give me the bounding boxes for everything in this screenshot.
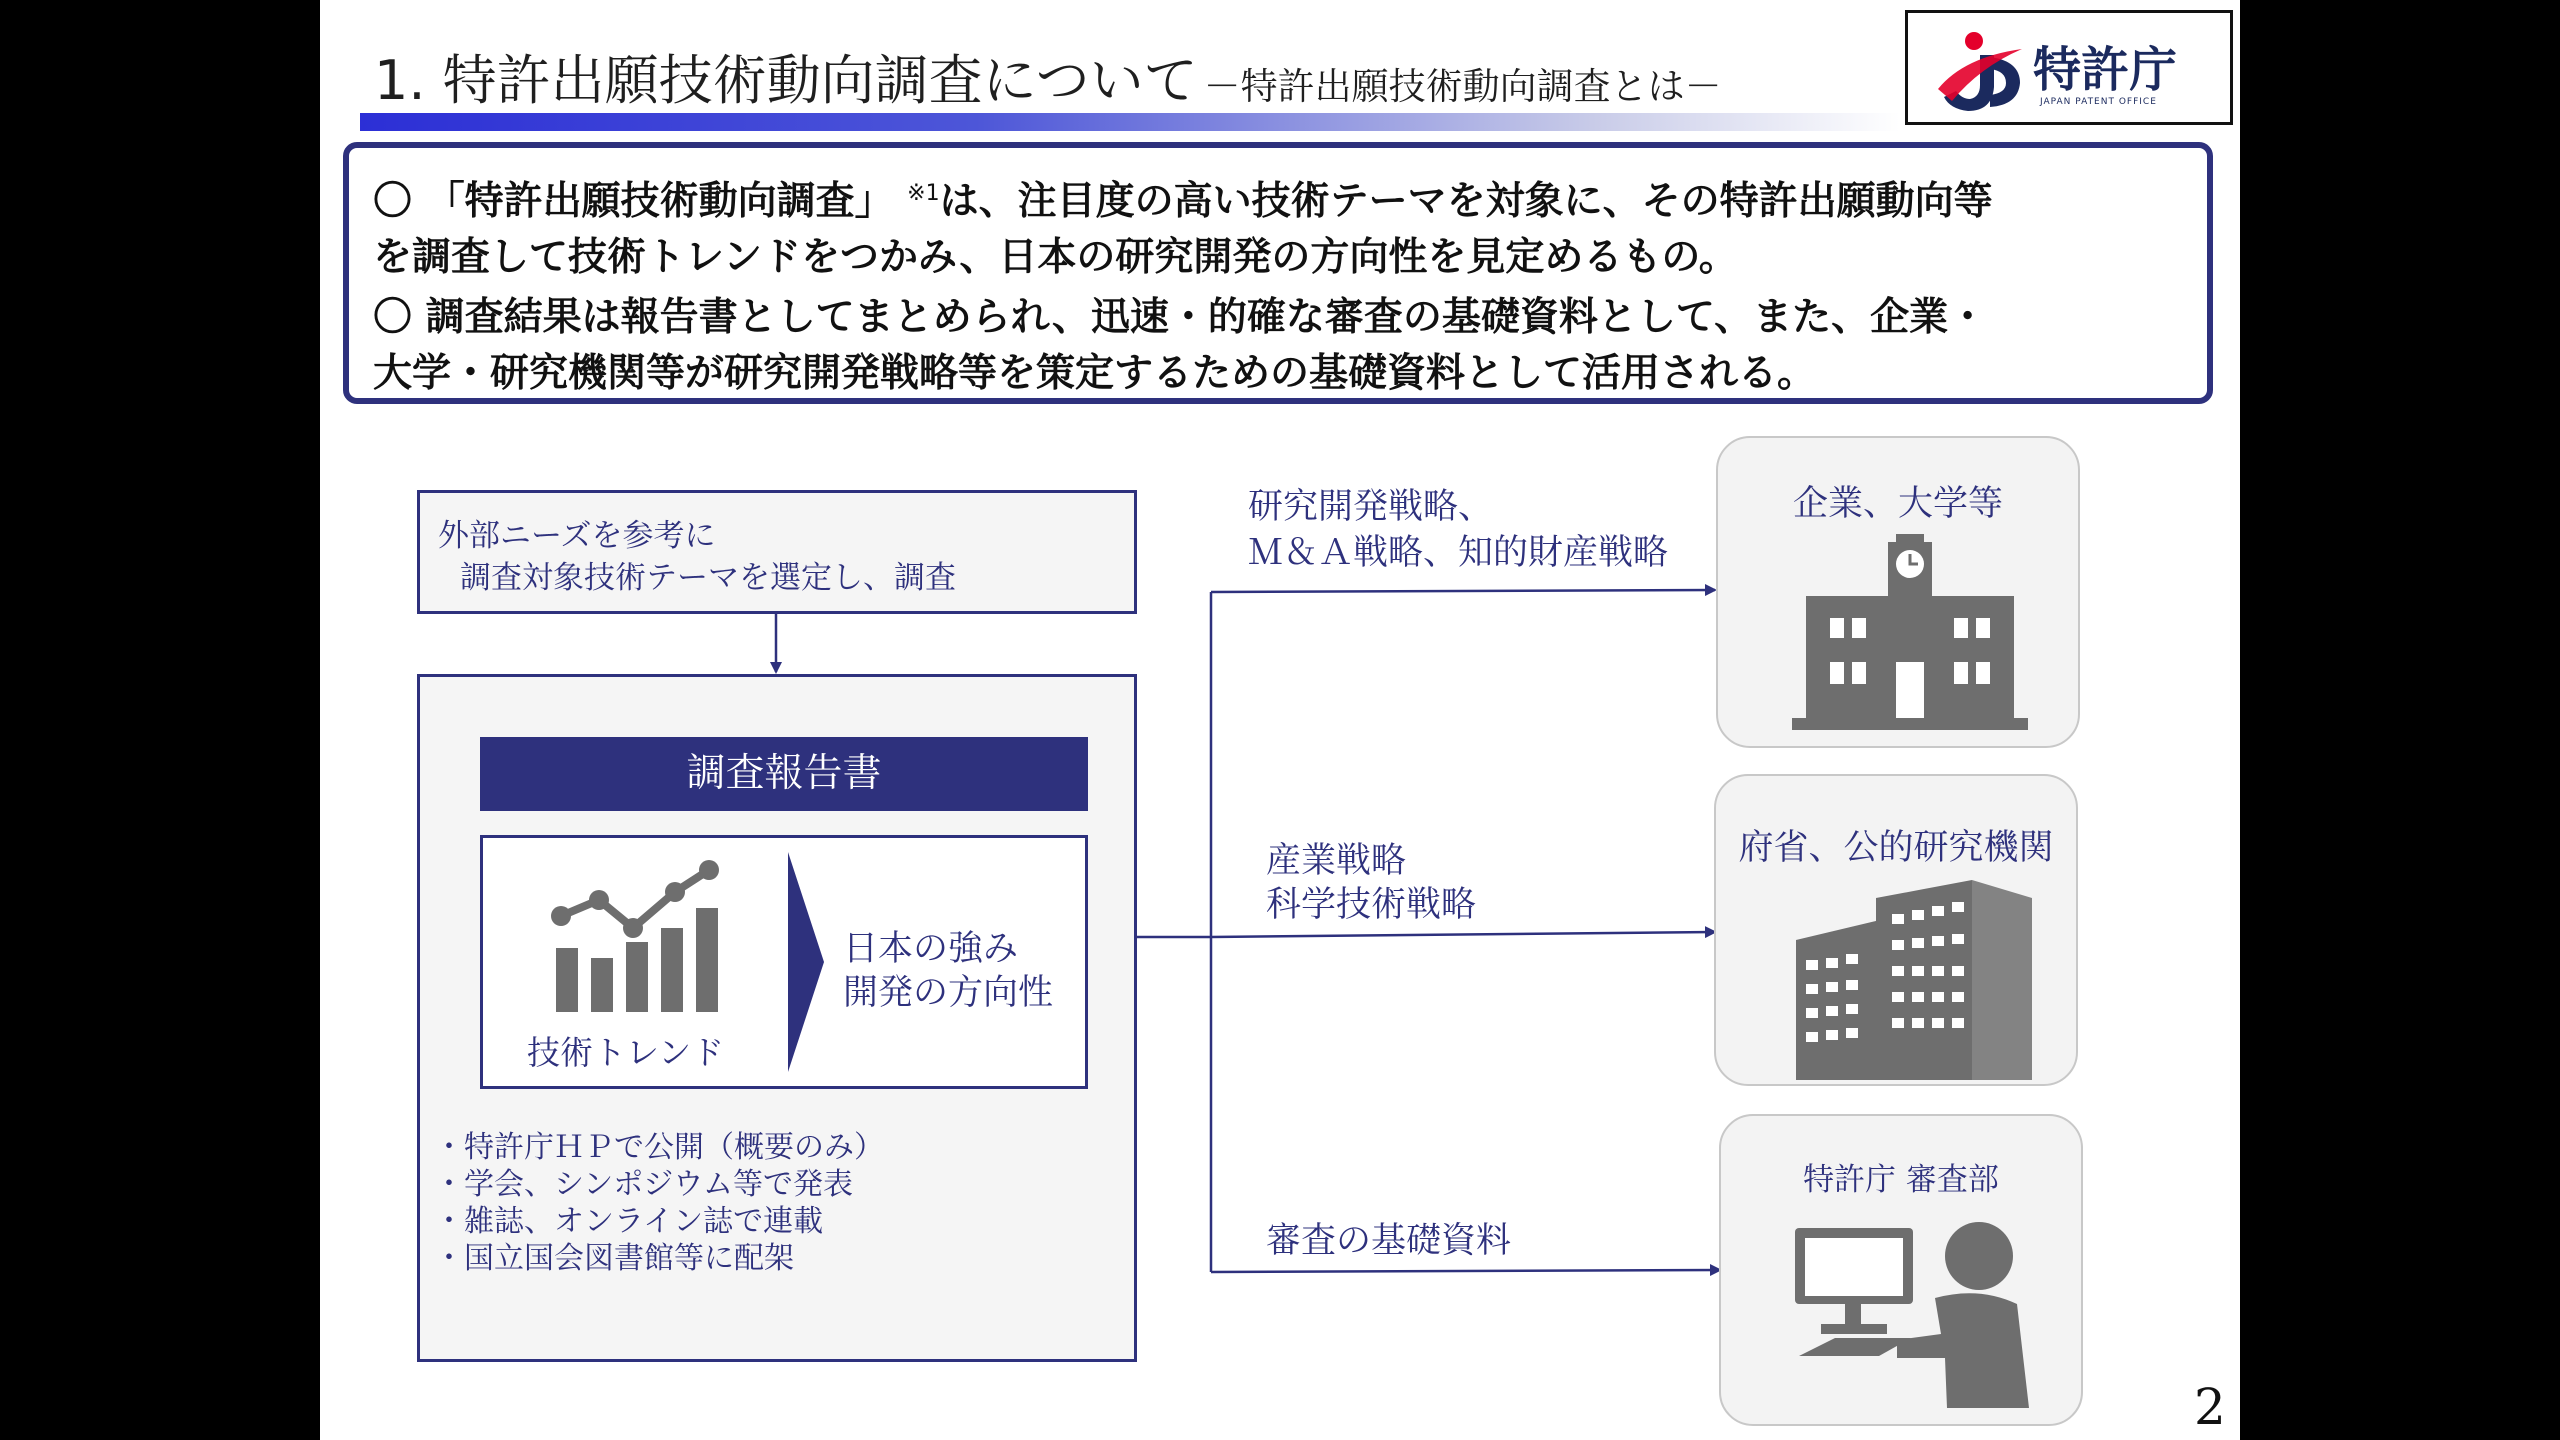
target-label: 特許庁 審査部 xyxy=(1803,1162,1999,1198)
intro-line-4: 大学・研究機関等が研究開発戦略等を策定するための基礎資料として活用される。 xyxy=(373,351,1817,396)
target-label: 府省、公的研究機関 xyxy=(1738,828,2054,868)
branch-1-label-line-1: 研究開発戦略、 xyxy=(1248,487,1494,527)
logo-text: 特許庁 xyxy=(2033,42,2178,98)
list-item: ・学会、シンポジウム等で発表 xyxy=(434,1167,853,1202)
arrow-to-ministries xyxy=(1211,932,1715,937)
list-item: ・特許庁ＨＰで公開（概要のみ） xyxy=(434,1130,884,1165)
branch-2-label-line-1: 産業戦略 xyxy=(1266,841,1407,881)
title-text: 1. 特許出願技術動向調査について xyxy=(374,49,1198,112)
intro-line-1: 〇 「特許出願技術動向調査」 $^{※1}$は、注目度の高い技術テーマを対象に、その特許出願動向等 xyxy=(373,179,1993,224)
intro-line-2: を調査して技術トレンドをつかみ、日本の研究開発の方向性を見定めるもの。 xyxy=(373,235,1738,280)
logo-subtext: JAPAN PATENT OFFICE xyxy=(2040,97,2157,107)
arrow-to-companies xyxy=(1211,590,1715,592)
examiner-at-computer-icon xyxy=(1795,1218,2031,1408)
school-building-icon xyxy=(1792,534,2028,734)
theme-selection-line-2: 調査対象技術テーマを選定し、調査 xyxy=(460,560,956,596)
arrow-to-examination xyxy=(1211,1270,1720,1272)
list-item: ・国立国会図書館等に配架 xyxy=(434,1241,794,1276)
title-subtitle: －特許出願技術動向調査とは－ xyxy=(1203,65,1722,108)
theme-selection-line-1: 外部ニーズを参考に xyxy=(438,518,716,554)
branch-1-label-line-2: Ｍ＆Ａ戦略、知的財産戦略 xyxy=(1248,533,1669,573)
branch-2-label-line-2: 科学技術戦略 xyxy=(1266,885,1477,925)
publication-list xyxy=(434,1129,884,1277)
chevron-right-icon xyxy=(788,852,824,1072)
report-content-box xyxy=(480,835,1088,1089)
trend-label: 技術トレンド xyxy=(527,1033,725,1072)
trend-chart-icon xyxy=(551,858,721,1018)
report-heading: 調査報告書 xyxy=(480,737,1088,811)
office-buildings-icon xyxy=(1796,880,2036,1080)
theme-selection-box xyxy=(417,490,1137,614)
branch-3-label: 審査の基礎資料 xyxy=(1266,1221,1512,1261)
slide xyxy=(320,0,2240,1440)
footnote-mark: ※1 xyxy=(907,181,940,206)
result-line-1: 日本の強み xyxy=(843,929,1019,969)
target-panel-ministries xyxy=(1714,774,2078,1086)
intro-line-3: 〇 調査結果は報告書としてまとめられ、迅速・的確な審査の基礎資料として、また、企業・ xyxy=(373,295,1988,340)
report-container xyxy=(417,674,1137,1362)
page-number: 2 xyxy=(2194,1378,2226,1436)
list-item: ・雑誌、オンライン誌で連載 xyxy=(434,1204,824,1239)
result-line-2: 開発の方向性 xyxy=(843,973,1054,1013)
target-label: 企業、大学等 xyxy=(1792,484,2003,524)
target-panel-companies xyxy=(1716,436,2080,748)
target-panel-examination xyxy=(1719,1114,2083,1426)
